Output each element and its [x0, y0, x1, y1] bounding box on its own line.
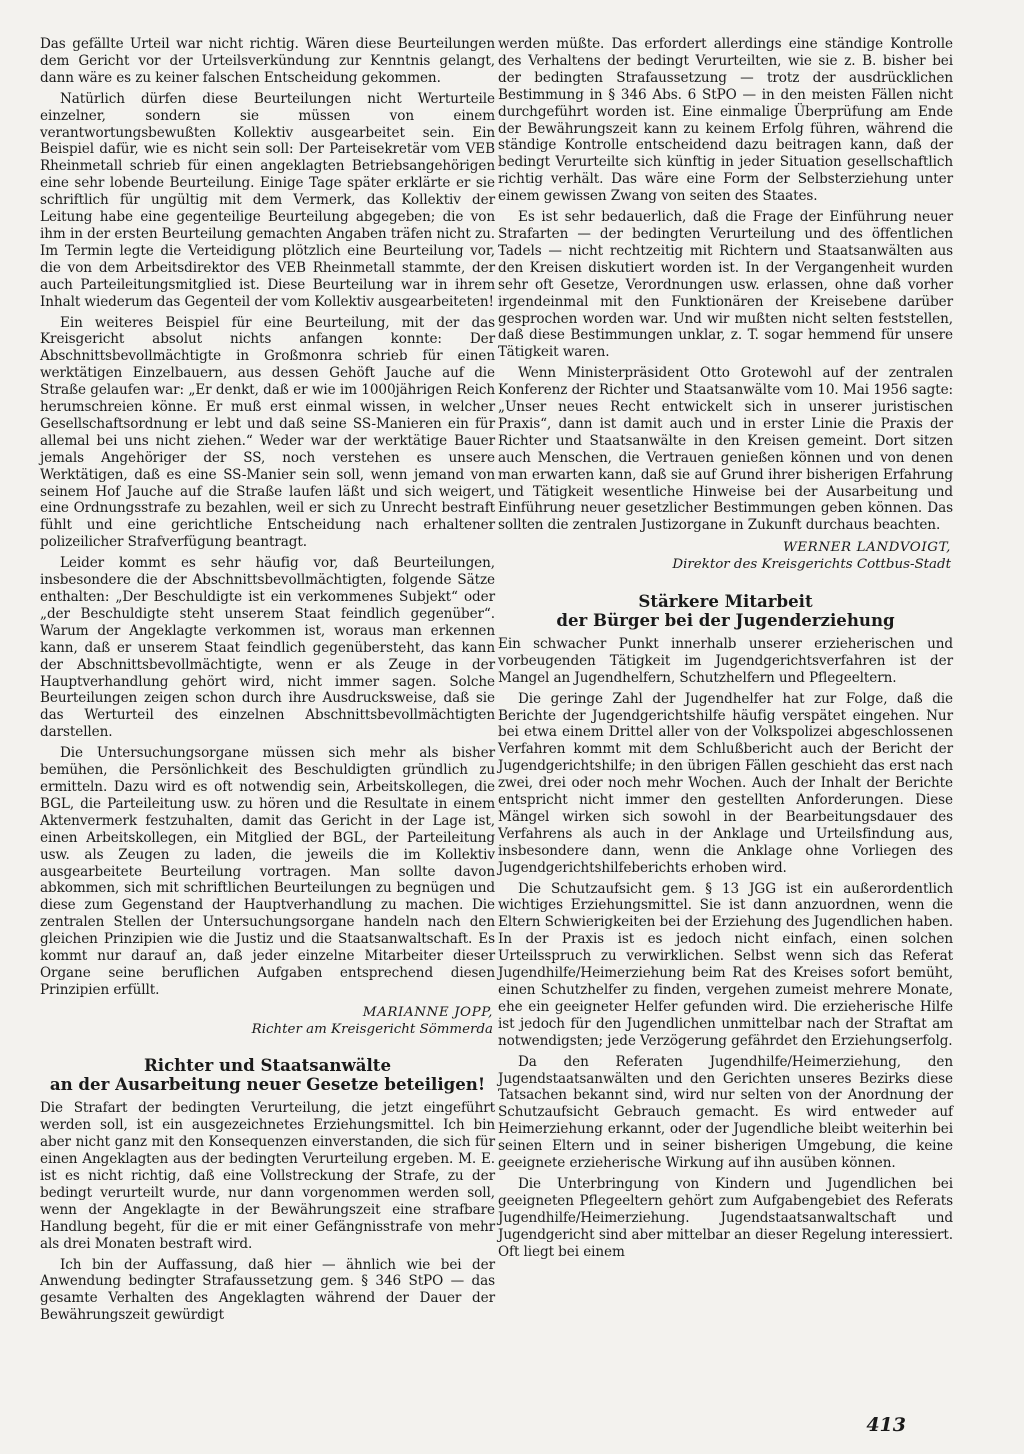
- author-signature: [40, 1005, 493, 1039]
- author-name: WERNER LANDVOIGT,: [782, 540, 951, 556]
- right-column: [498, 36, 953, 1265]
- paragraph: werden müßte. Das erfordert allerdings eine ständige Kontrolle des Verhaltens der bedingt Verurteilten, wie sie z. B. bisher bei der bedingten Strafaussetzung — trotz der ausdrücklichen Bestimmung in § 346 Abs. 6 StPO — in den meisten Fällen nicht durchgeführt worden ist. Eine einmalige Überprüfung am Ende der Bewährungszeit kann zu keinem Erfolg führen, während die ständige Kontrolle entscheidend dazu beitragen kann, daß der bedingt Verurteilte sich künftig in jeder Situation gesellschaftlich richtig verhält. Das wäre eine Form der Selbsterziehung unter einem gewissen Zwang von seiten des Staates.: [498, 36, 953, 205]
- paragraph: Die Unterbringung von Kindern und Jugendlichen bei geeigneten Pflegeeltern gehört zum Aufgabengebiet des Referats Jugendhilfe/Heimerziehung. Jugendstaatsanwaltschaft und Jugendgericht sind aber mittelbar an dieser Regelung interessiert. Oft liegt bei einem: [498, 1175, 953, 1260]
- article-heading: [40, 1056, 495, 1094]
- paragraph: Ein weiteres Beispiel für eine Beurteilung, mit der das Kreisgericht absolut nichts anfangen konnte: Der Abschnittsbevollmächtigte in Großmonra schrieb für einen werktätigen Einzelbauern, aus dessen Gehöft Jauche auf die Straße gelaufen war: „Er denkt, daß er wie im 1000jährigen Reich herumschreien könne. Er muß erst einmal wissen, in welcher Gesellschaftsordnung er lebt und daß seine SS-Manieren ein für allemal bei uns nicht ziehen.“ Weder war der werktätige Bauer jemals Angehöriger der SS, noch verstehen es unsere Werktätigen, daß es eine SS-Manier sein soll, wenn jemand von seinem Hof Jauche auf die Straße laufen läßt und sich weigert, eine Ordnungsstrafe zu bezahlen, weil er sich zu Unrecht bestraft fühlt und eine gerichtliche Entscheidung nach erhaltener polizeilicher Strafverfügung beantragt.: [40, 314, 495, 551]
- paragraph: Das gefällte Urteil war nicht richtig. Wären diese Beurteilungen dem Gericht vor der Urteilsverkündung zur Kenntnis gelangt, dann wäre es zu keiner falschen Entscheidung gekommen.: [40, 36, 495, 86]
- paragraph: Die Schutzaufsicht gem. § 13 JGG ist ein außerordentlich wichtiges Erziehungsmittel. Sie ist dann anzuordnen, wenn die Eltern Schwierigkeiten bei der Erziehung des Jugendlichen haben. In der Praxis ist es jedoch nicht einfach, einen solchen Urteilsspruch zu verwirklichen. Selbst wenn sich das Referat Jugendhilfe/Heimerziehung beim Rat des Kreises sofort bemüht, einen Schutzhelfer zu finden, vergehen zumeist mehrere Monate, ehe ein geeigneter Helfer gefunden wird. Die erzieherische Hilfe ist jedoch für den Jugendlichen unmittelbar nach der Straftat am notwendigsten; jede Verzögerung gefährdet den Erziehungserfolg.: [498, 880, 953, 1049]
- paragraph: Die geringe Zahl der Jugendhelfer hat zur Folge, daß die Berichte der Jugendgerichtshilfe häufig verspätet eingehen. Nur bei etwa einem Drittel aller von der Volkspolizei abgeschlossenen Verfahren kommt mit dem Schlußbericht auch der Bericht der Jugendgerichtshilfe; in den übrigen Fällen geschieht das erst nach zwei, drei oder noch mehr Wochen. Auch der Inhalt der Berichte entspricht nicht immer den gestellten Anforderungen. Diese Mängel wirken sich sowohl in der Bearbeitungsdauer des Verfahrens als auch in der Anklage und Urteilsfindung aus, insbesondere dann, wenn die Anklage ohne Vorliegen des Jugendgerichtshilfeberichts erhoben wird.: [498, 690, 953, 876]
- paragraph: Wenn Ministerpräsident Otto Grotewohl auf der zentralen Konferenz der Richter und Staatsanwälte vom 10. Mai 1956 sagte: „Unser neues Recht entwickelt sich in unserer juristischen Praxis“, dann ist damit auch und in erster Linie die Praxis der Richter und Staatsanwälte in den Kreisen gemeint. Dort sitzen auch Menschen, die Vertrauen genießen können und von denen man erwarten kann, daß sie auf Grund ihrer bisherigen Erfahrung und Tätigkeit wesentliche Hinweise bei der Ausarbeitung und Einführung neuer gesetzlicher Bestimmungen geben können. Das sollten die zentralen Justizorgane in Zukunft durchaus beachten.: [498, 365, 953, 534]
- heading-line: Richter und Staatsanwälte: [143, 1055, 392, 1076]
- author-signature: [498, 540, 951, 574]
- heading-line: an der Ausarbeitung neuer Gesetze beteiligen!: [49, 1074, 486, 1095]
- heading-line: der Bürger bei der Jugenderziehung: [556, 609, 895, 630]
- author-name: MARIANNE JOPP,: [362, 1004, 493, 1020]
- heading-line: Stärkere Mitarbeit: [638, 590, 813, 611]
- paragraph: Natürlich dürfen diese Beurteilungen nicht Werturteile einzelner, sondern sie müssen von einem verantwortungsbewußten Kollektiv ausgearbeitet sein. Ein Beispiel dafür, wie es nicht sein soll: Der Parteisekretär vom VEB Rheinmetall schrieb für einen angeklagten Betriebsangehörigen eine sehr lobende Beurteilung. Einige Tage später erklärte er sie schriftlich für ungültig mit dem Vermerk, das Kollektiv der Leitung habe eine gegenteilige Beurteilung abgegeben; die von ihm in der ersten Beurteilung gemachten Angaben träfen nicht zu. Im Termin legte die Verteidigung plötzlich eine Beurteilung vor, die von dem Arbeitsdirektor des VEB Rheinmetall stammte, der auch Parteileitungsmitglied ist. Diese Beurteilung war in ihrem Inhalt wiederum das Gegenteil der vom Kollektiv ausgearbeiteten!: [40, 90, 495, 310]
- paragraph: Da den Referaten Jugendhilfe/Heimerziehung, den Jugendstaatsanwälten und den Gerichten unseres Bezirks diese Tatsachen bekannt sind, wird nur selten von der Anordnung der Schutzaufsicht Gebrauch gemacht. Es wird entweder auf Heimerziehung erkannt, oder der Jugendliche bleibt weiterhin bei seinen Eltern und in seiner bisherigen Umgebung, die keine geeignete erzieherische Wirkung auf ihn ausüben können.: [498, 1053, 953, 1172]
- paragraph: Die Strafart der bedingten Verurteilung, die jetzt eingeführt werden soll, ist ein ausgezeichnetes Erziehungsmittel. Ich bin aber nicht ganz mit den Konsequenzen einverstanden, die sich für einen Angeklagten aus der bedingten Verurteilung ergeben. M. E. ist es nicht richtig, daß eine Vollstreckung der Strafe, zu der bedingt verurteilt wurde, nur dann vorgenommen werden soll, wenn der Angeklagte in der Bewährungszeit eine strafbare Handlung begeht, für die er mit einer Gefängnisstrafe von mehr als drei Monaten bestraft wird.: [40, 1100, 495, 1252]
- article-heading: [498, 592, 953, 630]
- author-title: Richter am Kreisgericht Sömmerda: [251, 1021, 493, 1037]
- paragraph: Die Untersuchungsorgane müssen sich mehr als bisher bemühen, die Persönlichkeit des Beschuldigten gründlich zu ermitteln. Dazu wird es oft notwendig sein, Arbeitskollegen, die BGL, die Parteileitung usw. zu hören und die Resultate in einem Aktenvermerk festzuhalten, damit das Gericht in der Lage ist, einen Arbeitskollegen, ein Mitglied der BGL, der Parteileitung usw. als Zeugen zu laden, die jeweils die im Kollektiv ausgearbeitete Beurteilung vortragen. Man sollte davon abkommen, sich mit schriftlichen Beurteilungen zu begnügen und diese zum Gegenstand der Hauptverhandlung zu machen. Die zentralen Stellen der Untersuchungsorgane handeln nach den gleichen Prinzipien wie die Justiz und die Staatsanwaltschaft. Es kommt nur darauf an, daß jeder einzelne Mitarbeiter dieser Organe seine beruflichen Aufgaben entsprechend diesen Prinzipien erfüllt.: [40, 745, 495, 998]
- paragraph: Ich bin der Auffassung, daß hier — ähnlich wie bei der Anwendung bedingter Strafaussetzung gem. § 346 StPO — das gesamte Verhalten des Angeklagten während der Dauer der Bewährungszeit gewürdigt: [40, 1256, 495, 1324]
- page-number: 413: [866, 1414, 906, 1436]
- paragraph: Ein schwacher Punkt innerhalb unserer erzieherischen und vorbeugenden Tätigkeit im Jugendgerichtsverfahren ist der Mangel an Jugendhelfern, Schutzhelfern und Pflegeeltern.: [498, 635, 953, 686]
- paragraph: Es ist sehr bedauerlich, daß die Frage der Einführung neuer Strafarten — der bedingten Verurteilung und des öffentlichen Tadels — nicht rechtzeitig mit Richtern und Staatsanwälten aus den Kreisen diskutiert worden ist. In der Vergangenheit wurden sehr oft Gesetze, Verordnungen usw. erlassen, ohne daß vorher irgendeinmal mit den Funktionären der Kreisebene darüber gesprochen worden war. Und wir mußten nicht selten feststellen, daß diese Bestimmungen unklar, z. T. sogar hemmend für unsere Tätigkeit waren.: [498, 209, 953, 361]
- left-column: [40, 36, 495, 1328]
- paragraph: Leider kommt es sehr häufig vor, daß Beurteilungen, insbesondere die der Abschnittsbevollmächtigten, folgende Sätze enthalten: „Der Beschuldigte ist ein verkommenes Subjekt“ oder „der Beschuldigte steht unserem Staat feindlich gegenüber“. Warum der Angeklagte verkommen ist, woraus man erkennen kann, daß er unserem Staat feindlich gegenübersteht, das kann der Abschnittsbevollmächtigte, wenn er als Zeuge in der Hauptverhandlung gehört wird, nicht immer sagen. Solche Beurteilungen zeigen schon durch ihre Ausdrucksweise, daß sie das Werturteil des einzelnen Abschnittsbevollmächtigten darstellen.: [40, 555, 495, 741]
- author-title: Direktor des Kreisgerichts Cottbus-Stadt: [672, 557, 951, 573]
